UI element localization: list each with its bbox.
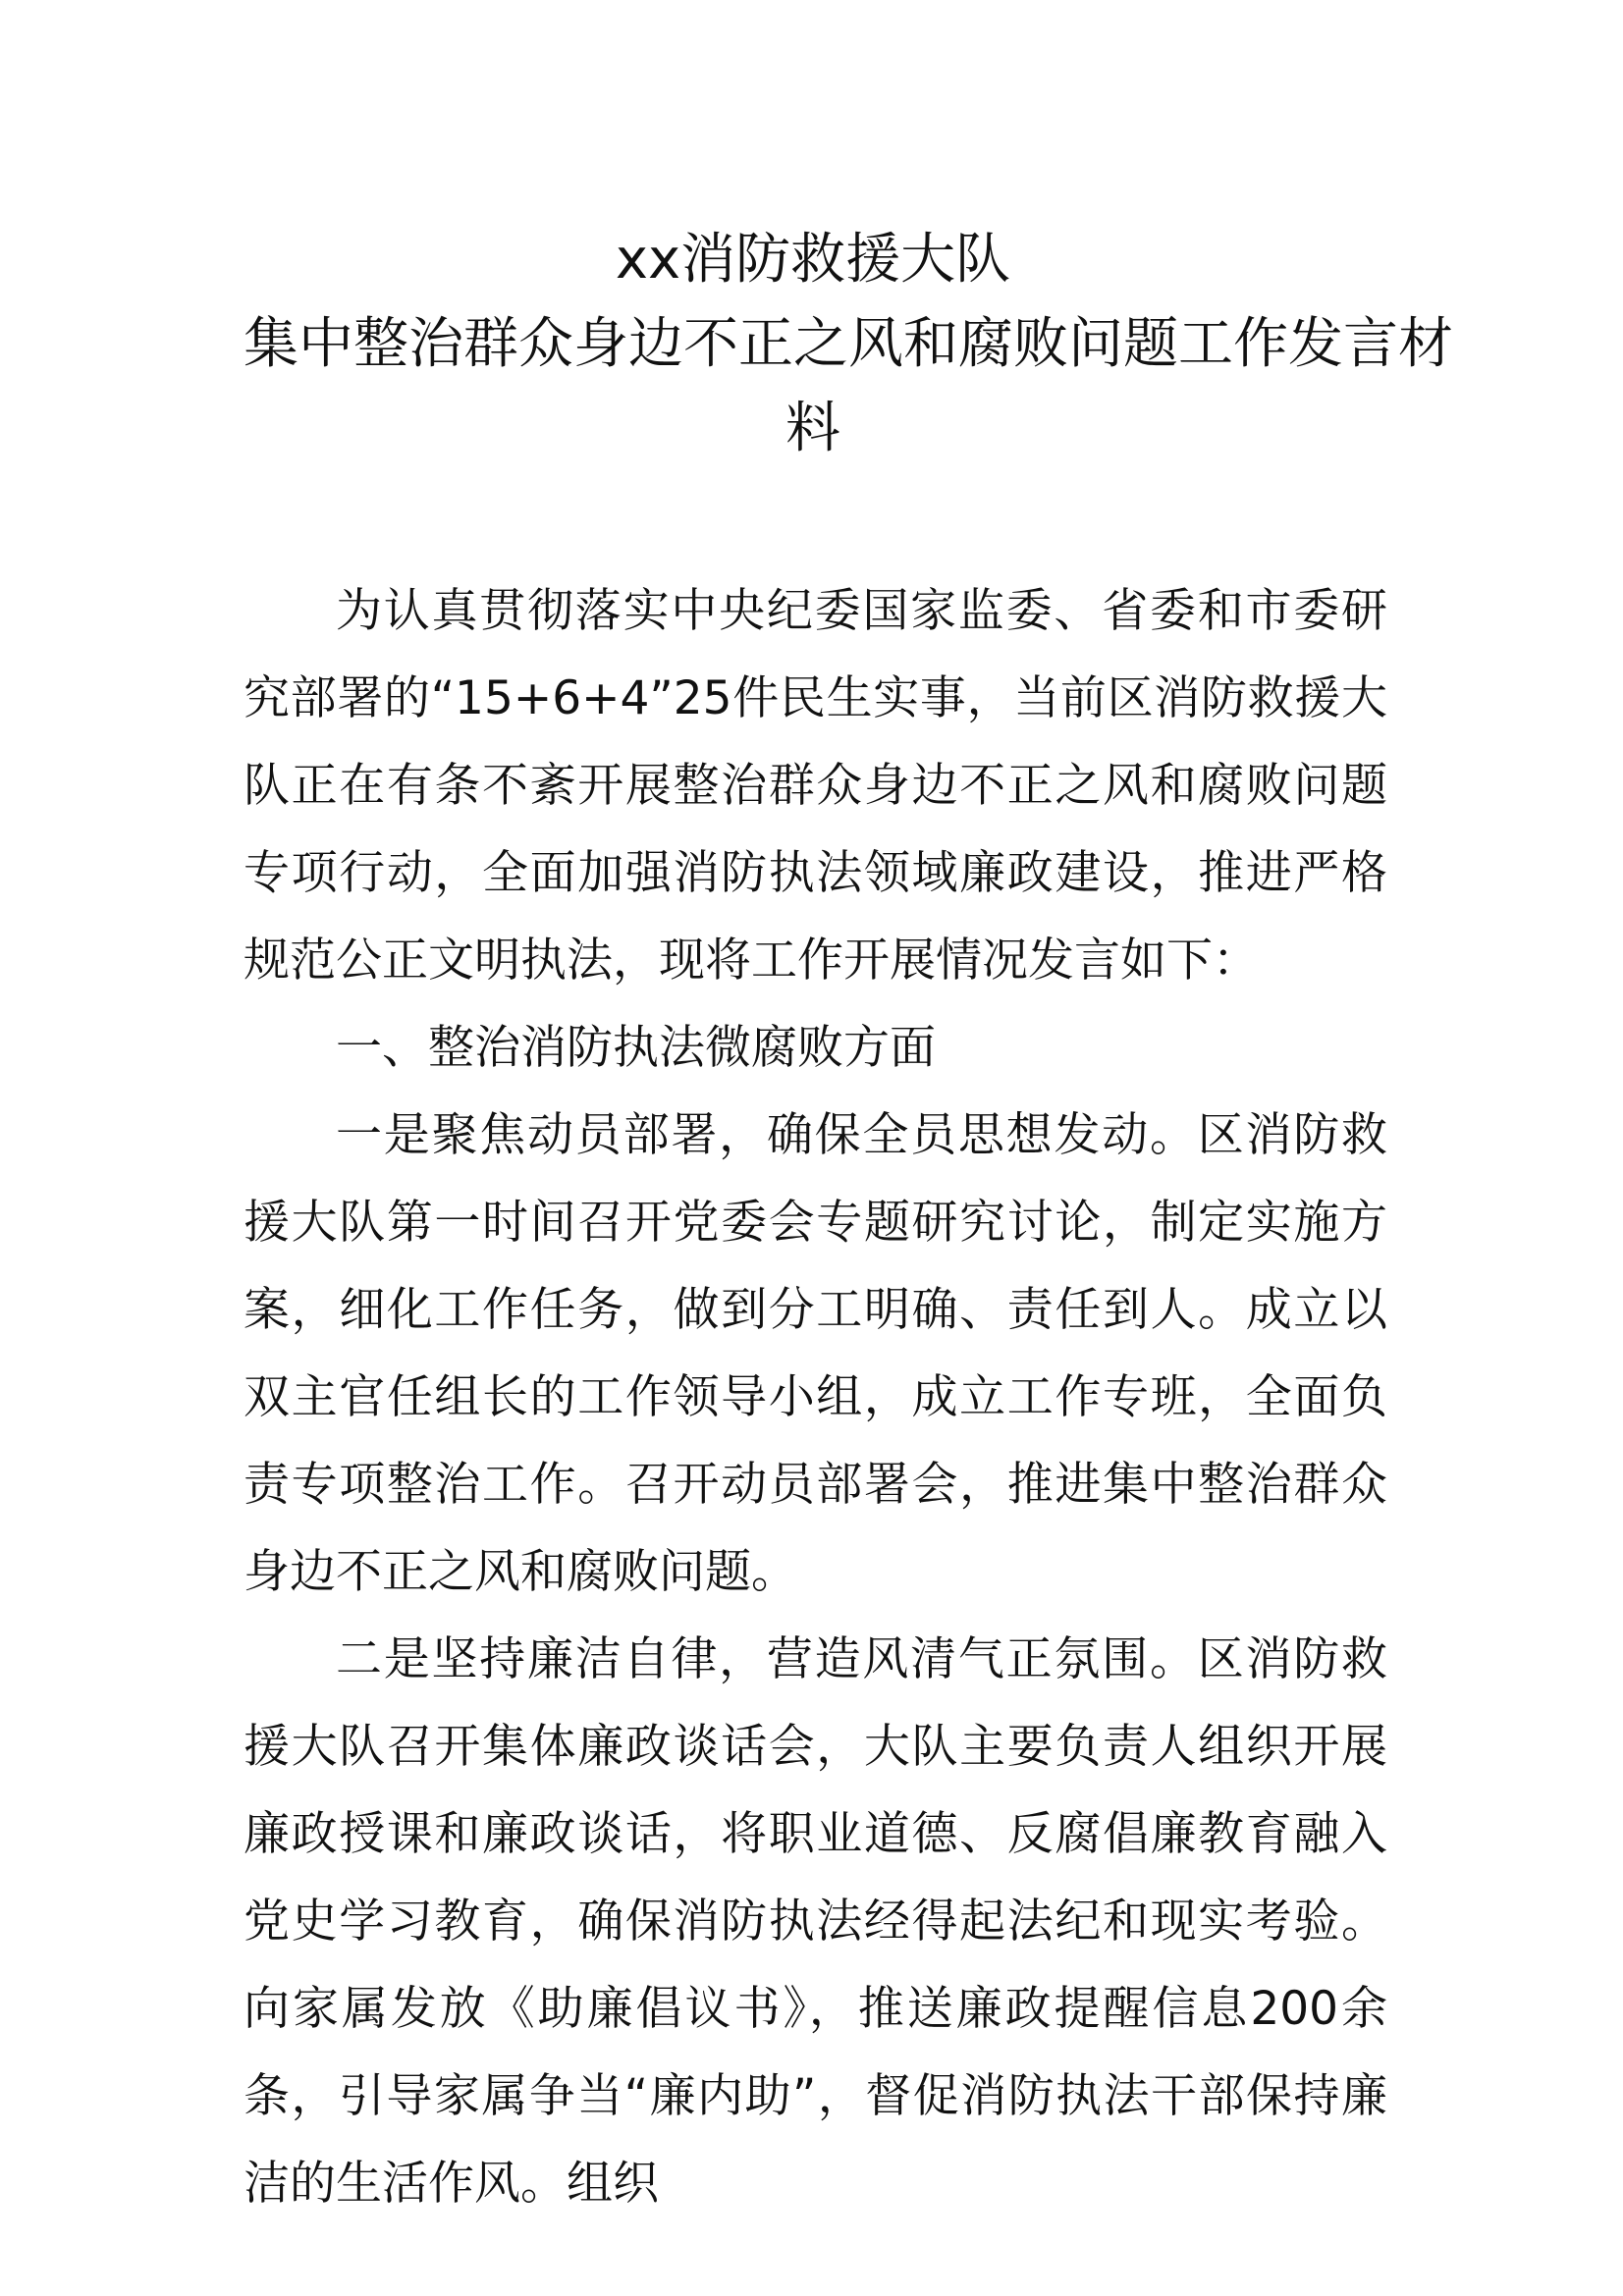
paragraph-point-2: 二是坚持廉洁自律，营造风清气正氛围。区消防救援大队召开集体廉政谈话会，大队主要负责人组织开展廉政授课和廉政谈话，将职业道德、反腐倡廉教育融入党史学习教育，确保消防执法经得起法纪和现实考验。向家属发放《助廉倡议书》，推送廉政提醒信息200余条，引导家属争当“廉内助”，督促消防执法干部保持廉洁的生活作风。组织 — [243, 1632, 1387, 2211]
section-heading-1: 一、整治消防执法微腐败方面 — [336, 1021, 936, 1075]
document-title — [243, 218, 1453, 471]
title-line-1: xx消防救援大队 — [615, 228, 1011, 292]
title-line-3: 料 — [785, 397, 840, 460]
document-body — [243, 567, 1387, 2227]
paragraph-intro: 为认真贯彻落实中央纪委国家监委、省委和市委研究部署的“15+6+4”25件民生实事，当前区消防救援大队正在有条不紊开展整治群众身边不正之风和腐败问题专项行动，全面加强消防执法领域廉政建设，推进严格规范公正文明执法，现将工作开展情况发言如下： — [243, 584, 1387, 988]
paragraph-point-1: 一是聚焦动员部署，确保全员思想发动。区消防救援大队第一时间召开党委会专题研究讨论，制定实施方案，细化工作任务，做到分工明确、责任到人。成立以双主官任组长的工作领导小组，成立工作专班，全面负责专项整治工作。召开动员部署会，推进集中整治群众身边不正之风和腐败问题。 — [243, 1108, 1387, 1599]
title-line-2: 集中整治群众身边不正之风和腐败问题工作发言材 — [243, 312, 1453, 376]
